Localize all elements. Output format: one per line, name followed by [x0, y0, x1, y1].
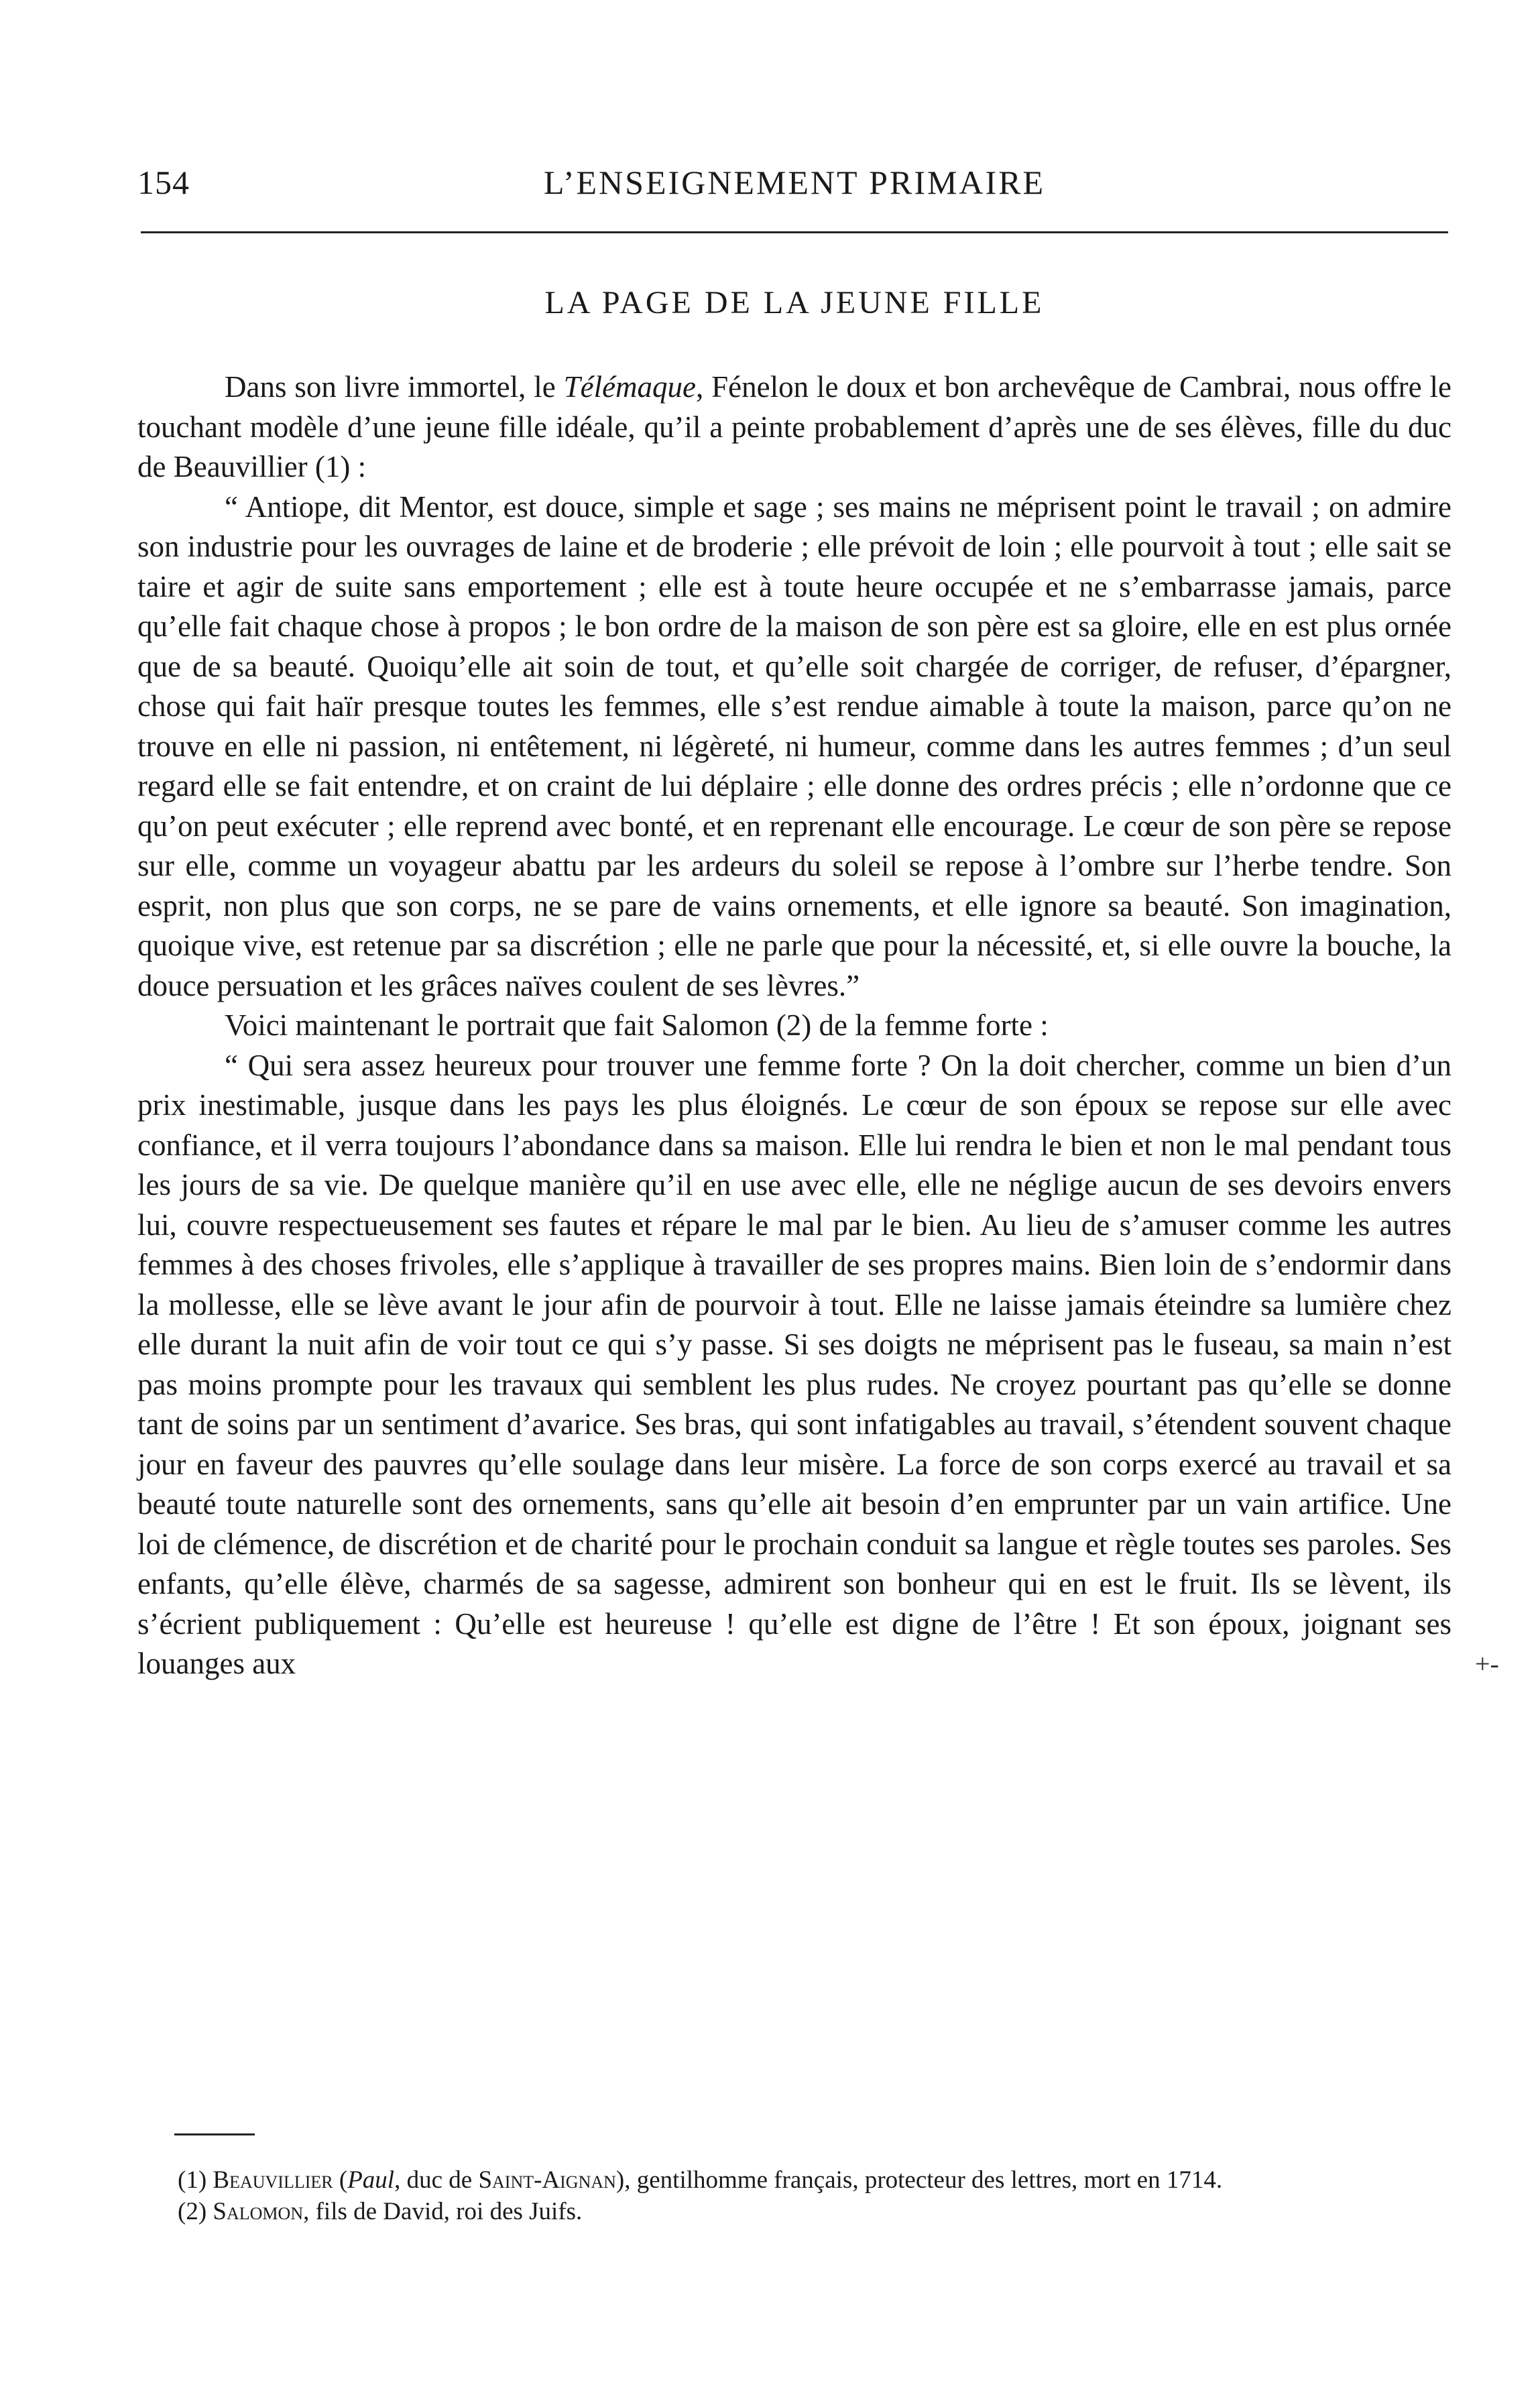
paragraph-salomon-intro: Voici maintenant le portrait que fait Salomon (2) de la femme forte :: [225, 1008, 1049, 1042]
footnote-2-rest: , fils de David, roi des Juifs.: [303, 2198, 583, 2225]
body-text: [137, 367, 1452, 1684]
footnote-rule: [174, 2133, 255, 2135]
header-rule: [141, 231, 1448, 233]
footnote-1-rest: ), gentilhomme français, protecteur des lettres, mort en 1714.: [615, 2166, 1223, 2194]
footnote-1-name: Beauvillier: [213, 2166, 333, 2194]
footnote-2-name: Salomon: [213, 2198, 304, 2225]
paragraph-intro-end: , Fénelon le doux et bon archevêque de Cambrai, nous offre le touchant modèle d’une jeune fille idéale, qu’il a peinte probablement d’après une de ses élèves, fille du duc de Beauvillier (1) :: [137, 370, 1452, 483]
footnote-1-given-name: Paul: [347, 2166, 395, 2194]
paragraph-femme-forte-quote: “ Qui sera assez heureux pour trouver une femme forte ? On la doit chercher, comme un bien d’un prix inestimable, jusque dans les pays les plus éloignés. Le cœur de son époux se repose sur elle avec confiance, et il verra toujours l’abondance dans sa maison. Elle lui rendra le bien et non le mal pendant tous les jours de sa vie. De quelque manière qu’il en use avec elle, elle ne néglige aucun de ses devoirs envers lui, couvre respectueusement ses fautes et répare le mal par le bien. Au lieu de s’amuser comme les autres femmes à des choses frivoles, elle s’applique à travailler de ses propres mains. Bien loin de s’endormir dans la mollesse, elle se lève avant le jour afin de pourvoir à tout. Elle ne laisse jamais éteindre sa lumière chez elle durant la nuit afin de voir tout ce qui s’y passe. Si ses doigts ne méprisent pas le fuseau, sa main n’est pas moins prompte pour les travaux qui semblent les plus rudes. Ne croyez pourtant pas qu’elle se donne tant de soins par un sentiment d’avarice. Ses bras, qui sont infatigables au travail, s’étendent souvent chaque jour en faveur des pauvres qu’elle soulage dans leur misère. La force de son corps exercé au travail et sa beauté toute naturelle sont des ornements, sans qu’elle ait besoin d’en emprunter par un vain artifice. Une loi de clémence, de discrétion et de charité pour le prochain conduit sa langue et règle toutes ses paroles. Ses enfants, qu’elle élève, charmés de sa sagesse, admirent son bonheur qui en est le fruit. Ils se lèvent, ils s’écrient publiquement : Qu’elle est heureuse ! qu’elle est digne de l’être ! Et son époux, joignant ses louanges aux: [137, 1048, 1452, 1680]
footnote-2-number: (2): [178, 2198, 213, 2225]
footnote-1-mid: , duc de: [394, 2166, 479, 2194]
page-number: 154: [137, 164, 190, 201]
footnote-1-title: Saint-Aignan: [478, 2166, 616, 2194]
running-title: L’ENSEIGNEMENT PRIMAIRE: [543, 164, 1046, 201]
margin-mark: +-: [1475, 1649, 1499, 1679]
running-head: [137, 161, 1452, 204]
footnote-1-open: (: [333, 2166, 348, 2194]
section-title: LA PAGE DE LA JEUNE FILLE: [544, 285, 1045, 320]
footnote-2: [137, 2196, 1452, 2227]
footnote-1-number: (1): [178, 2166, 213, 2194]
paragraph-intro: [137, 367, 1452, 487]
paragraph-antiope-quote: “ Antiope, dit Mentor, est douce, simple et sage ; ses mains ne méprisent point le travail ; on admire son industrie pour les ouvrages de laine et de broderie ; elle prévoit de loin ; elle pourvoit à tout ; elle sait se taire et agir de suite sans emportement ; elle est à toute heure occupée et ne s’embarrasse jamais, parce qu’elle fait chaque chose à propos ; le bon ordre de la maison de son père est sa gloire, elle en est plus ornée que de sa beauté. Quoiqu’elle ait soin de tout, et qu’elle soit chargée de corriger, de refuser, d’épargner, chose qui fait haïr presque toutes les femmes, elle s’est rendue aimable à toute la maison, parce qu’on ne trouve en elle ni passion, ni entêtement, ni légèreté, ni humeur, comme dans les autres femmes ; d’un seul regard elle se fait entendre, et on craint de lui déplaire ; elle donne des ordres précis ; elle n’ordonne que ce qu’on peut exécuter ; elle reprend avec bonté, et en reprenant elle encourage. Le cœur de son père se repose sur elle, comme un voyageur abattu par les ardeurs du soleil se repose à l’ombre sur l’herbe tendre. Son esprit, non plus que son corps, ne se pare de vains ornements, et elle ignore sa beauté. Son imagination, quoique vive, est retenue par sa discrétion ; elle ne parle que pour la nécessité, et, si elle ouvre la bouche, la douce persuation et les grâces naïves coulent de ses lèvres.”: [137, 489, 1452, 1002]
footnote-1: [137, 2164, 1452, 2196]
book-title: Télémaque: [563, 370, 697, 404]
paragraph-intro-start: Dans son livre immortel, le: [225, 370, 564, 404]
footnotes: [137, 2164, 1452, 2227]
